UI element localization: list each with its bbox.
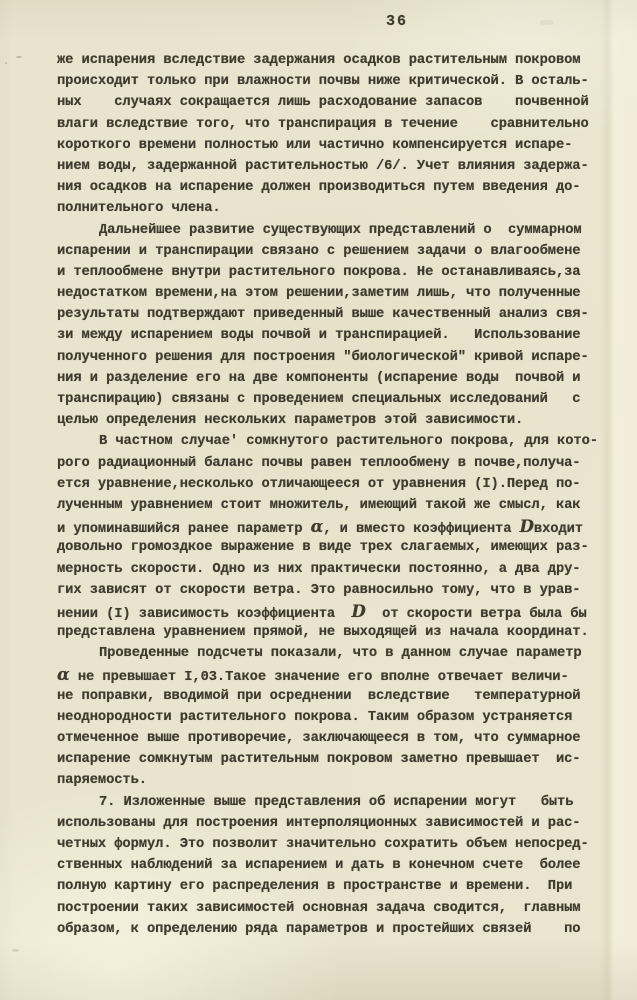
- handwritten-symbol: D: [519, 517, 534, 537]
- text-line: неоднородности растительного покрова. Таким образом устраняется: [57, 709, 573, 725]
- text-line: Дальнейшее развитие существующих представлений о суммарном: [99, 222, 582, 238]
- text-line: и теплообмене внутри растительного покрова. Не останавливаясь,за: [57, 264, 581, 280]
- text-line: довольно громоздкое выражение в виде трех слагаемых, имеющих раз-: [57, 540, 589, 556]
- text-line: недостатком времени,на этом решении,заметим лишь, что полученные: [57, 286, 581, 302]
- text-line: результаты подтверждают приведенный выше качественный анализ свя-: [57, 307, 589, 323]
- page-number: 36: [386, 13, 409, 30]
- scan-speck: [16, 56, 22, 58]
- text-line: целью определения нескольких параметров этой зависимости.: [57, 413, 524, 429]
- text-line: ется уравнение,несколько отличающееся от уравнения (I).Перед по-: [57, 476, 581, 492]
- text-line: рого радиационный баланс почвы равен теплообмену в почве,получа-: [57, 455, 581, 471]
- text-line: паряемость.: [57, 773, 147, 789]
- paragraph: [57, 50, 613, 220]
- text-line: полученного решения для построения "биологической" кривой испаре-: [57, 349, 589, 365]
- text-line: ственных наблюдений за испарением и дать в конечном счете более: [57, 858, 581, 874]
- paragraph: [57, 220, 613, 432]
- text-line: и упоминавшийся ранее параметр α, и вместо коэффициента Dвходит: [57, 517, 583, 538]
- handwritten-symbol: α: [310, 517, 324, 537]
- text-line: происходит только при влажности почвы ниже критической. В осталь-: [57, 74, 589, 90]
- text-line: не поправки, вводимой при осреднении вследствие температурной: [57, 688, 581, 704]
- text-line: α не превышает I,03.Такое значение его вполне отвечает величи-: [57, 665, 569, 686]
- text-line: ных случаях сокращается лишь расходование запасов почвенной: [57, 95, 589, 111]
- text-line: транспирацию) связаны с проведением специальных исследований с: [57, 392, 581, 407]
- text-line: испарение сомкнутым растительным покровом заметно превышает ис-: [57, 752, 581, 768]
- text-line: же испарения вследствие задержания осадков растительным покровом: [57, 53, 581, 68]
- scan-smudge: [540, 20, 554, 25]
- text-line: В частном случае' сомкнутого растительного покрова, для кото-: [99, 434, 598, 450]
- paragraph: [57, 643, 613, 791]
- text-line: Проведенные подсчеты показали, что в данном случае параметр: [99, 646, 582, 662]
- text-line: ния и разделение его на две компоненты (испарение воды почвой и: [57, 370, 581, 386]
- text-line: короткого времени полностью или частично компенсируется испаре-: [57, 137, 573, 153]
- text-line: влаги вследствие того, что транспирация в течение сравнительно: [57, 116, 589, 132]
- text-line: использованы для построения интерполяционных зависимостей и рас-: [57, 815, 581, 831]
- text-line: 7. Изложенные выше представления об испарении могут быть: [99, 794, 574, 810]
- text-line: нием воды, задержанной растительностью /6/. Учет влияния задержа-: [57, 158, 589, 174]
- paragraph: [57, 431, 613, 643]
- text-line: нении (I) зависимость коэффициента D от скорости ветра была бы: [57, 601, 587, 622]
- text-line: представлена уравнением прямой, не выходящей из начала координат.: [57, 625, 589, 641]
- text-line: отмеченное выше противоречие, заключающееся в том, что суммарное: [57, 731, 581, 746]
- handwritten-symbol: D: [351, 601, 366, 621]
- text-line: построении таких зависимостей основная задача сводится, главным: [57, 900, 581, 916]
- scan-speck: [12, 949, 19, 952]
- text-line: полную картину его распределения в пространстве и времени. При: [57, 879, 573, 895]
- text-line: лученным уравнением стоит множитель, имеющий такой же смысл, как: [57, 497, 581, 513]
- text-line: испарении и транспирации связано с решением задачи о влагообмене: [57, 243, 581, 259]
- text-line: четных формул. Это позволит значительно сохратить объем непосред-: [57, 836, 589, 852]
- scan-smudge: [186, 76, 198, 80]
- text-line: ния осадков на испарение должен производиться путем введения до-: [57, 180, 581, 196]
- text-line: образом, к определению ряда параметров и простейших связей по: [57, 921, 581, 937]
- text-line: полнительного члена.: [57, 201, 221, 217]
- scan-speck: [5, 62, 7, 64]
- text-line: зи между испарением воды почвой и транспирацией. Использование: [57, 328, 581, 344]
- paragraph: [57, 792, 613, 940]
- text-body: [57, 50, 613, 940]
- text-line: мерность скорости. Одно из них практически постоянно, а два дру-: [57, 561, 581, 577]
- text-line: гих зависят от скорости ветра. Это равносильно тому, что в урав-: [57, 582, 581, 598]
- handwritten-symbol: α: [57, 665, 70, 685]
